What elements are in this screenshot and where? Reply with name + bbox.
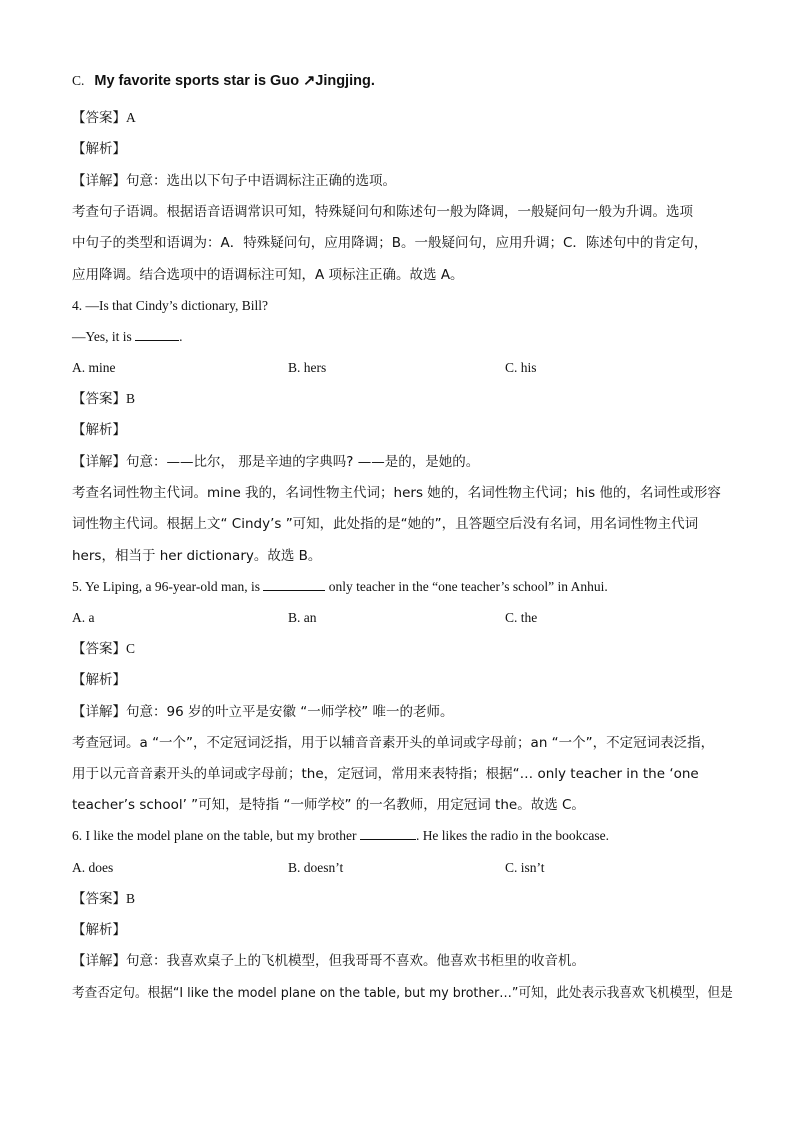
q6-answer bbox=[72, 890, 732, 908]
answer-blank bbox=[135, 328, 179, 341]
option-text: My favorite sports star is Guo bbox=[94, 73, 300, 89]
q4-option-a: A. mine bbox=[72, 360, 116, 375]
answer-label: 【答案】 bbox=[72, 641, 126, 657]
q3-analysis-label: 【解析】 bbox=[72, 141, 126, 157]
q5-para-2: 用于以元音音素开头的单词或字母前；the，定冠词，常用来表特指；根据“… only teacher in the ‘one bbox=[72, 766, 699, 782]
answer-label: 【答案】 bbox=[72, 110, 126, 126]
q4-answer bbox=[72, 390, 732, 408]
q4-analysis-label: 【解析】 bbox=[72, 422, 126, 438]
stem-text-end: only teacher in the “one teacher’s school” in Anhui. bbox=[328, 579, 608, 594]
q6-analysis-label: 【解析】 bbox=[72, 922, 126, 938]
answer-value: C bbox=[126, 641, 136, 656]
q3-detail bbox=[72, 172, 732, 190]
q4-detail bbox=[72, 453, 732, 471]
q4-para-3: hers，相当于 her dictionary。故选 B。 bbox=[72, 548, 322, 564]
q6-option-c: C. isn’t bbox=[505, 860, 545, 875]
option-label: C. bbox=[72, 73, 85, 88]
detail-label: 【详解】 bbox=[72, 454, 126, 470]
answer-label: 【答案】 bbox=[72, 391, 126, 407]
q4-stem-2 bbox=[72, 328, 732, 346]
answer-value: B bbox=[126, 891, 136, 906]
option-text-end: Jingjing. bbox=[315, 73, 375, 89]
answer-value: A bbox=[126, 110, 136, 125]
q5-para-3: teacher’s school’ ”可知，是特指 “一师学校” 的一名教师，用定冠词 the。故选 C。 bbox=[72, 797, 585, 813]
q4-option-b: B. hers bbox=[288, 360, 327, 375]
stem-text: 5. Ye Liping, a 96-year-old man, is bbox=[72, 579, 260, 594]
answer-value: B bbox=[126, 391, 136, 406]
stem-text: —Yes, it is bbox=[72, 329, 132, 344]
q4-option-c: C. his bbox=[505, 360, 537, 375]
detail-label: 【详解】 bbox=[72, 173, 126, 189]
q6-option-a: A. does bbox=[72, 860, 114, 875]
answer-blank bbox=[360, 827, 416, 840]
answer-blank bbox=[263, 578, 325, 591]
q5-option-a: A. a bbox=[72, 610, 95, 625]
answer-label: 【答案】 bbox=[72, 891, 126, 907]
detail-text: 句意：选出以下句子中语调标注正确的选项。 bbox=[126, 173, 396, 189]
detail-label: 【详解】 bbox=[72, 953, 126, 969]
q6-option-b: B. doesn’t bbox=[288, 860, 344, 875]
q5-para-1: 考查冠词。a “一个”，不定冠词泛指，用于以辅音音素开头的单词或字母前；an “一个”，不定冠词表泛指， bbox=[72, 735, 715, 751]
q5-option-b: B. an bbox=[288, 610, 317, 625]
q6-para-1: 考查否定句。根据“I like the model plane on the table, but my brother…”可知，此处表示我喜欢飞机模型，但是 bbox=[72, 985, 733, 1001]
q5-detail bbox=[72, 703, 732, 721]
q3-para-2: 中句子的类型和语调为：A．特殊疑问句，应用降调；B。一般疑问句，应用升调；C．陈述句中的肯定句， bbox=[72, 235, 708, 251]
q4-para-2: 词性物主代词。根据上文“ Cindy’s ”可知，此处指的是“她的”，且答题空后没有名词，用名词性物主代词 bbox=[72, 516, 699, 532]
detail-text: 句意：——比尔， 那是辛迪的字典吗? ——是的，是她的。 bbox=[126, 454, 480, 470]
q3-para-1: 考查句子语调。根据语音语调常识可知，特殊疑问句和陈述句一般为降调，一般疑问句一般为升调。选项 bbox=[72, 204, 693, 220]
intonation-arrow-icon: ↗ bbox=[303, 73, 316, 89]
q6-stem bbox=[72, 827, 732, 845]
q4-stem-1: 4. —Is that Cindy’s dictionary, Bill? bbox=[72, 298, 268, 313]
q5-stem bbox=[72, 578, 732, 596]
q5-answer bbox=[72, 640, 732, 658]
stem-text-end: . bbox=[179, 329, 183, 344]
stem-text: 6. I like the model plane on the table, but my brother bbox=[72, 828, 357, 843]
q4-para-1: 考查名词性物主代词。mine 我的，名词性物主代词；hers 她的，名词性物主代词；his 他的，名词性或形容 bbox=[72, 485, 721, 501]
q3-answer bbox=[72, 109, 732, 127]
q5-analysis-label: 【解析】 bbox=[72, 672, 126, 688]
q3-option-c bbox=[72, 72, 732, 90]
stem-text-end: . He likes the radio in the bookcase. bbox=[415, 828, 610, 843]
q5-option-c: C. the bbox=[505, 610, 538, 625]
detail-text: 句意：96 岁的叶立平是安徽 “一师学校” 唯一的老师。 bbox=[126, 704, 454, 720]
q3-para-3: 应用降调。结合选项中的语调标注可知，A 项标注正确。故选 A。 bbox=[72, 267, 464, 283]
detail-text: 句意：我喜欢桌子上的飞机模型，但我哥哥不喜欢。他喜欢书柜里的收音机。 bbox=[126, 953, 585, 969]
q6-detail bbox=[72, 952, 732, 970]
detail-label: 【详解】 bbox=[72, 704, 126, 720]
